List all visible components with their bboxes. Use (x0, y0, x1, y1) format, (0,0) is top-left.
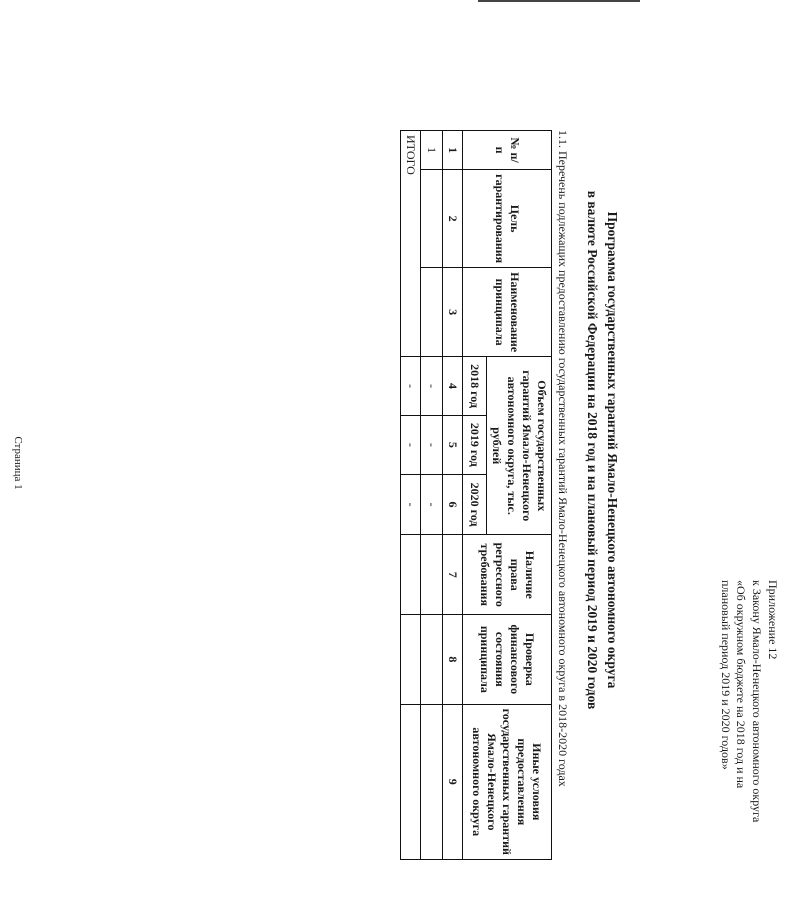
row-regress (421, 535, 443, 615)
document-title (582, 40, 623, 860)
column-number: 5 (443, 415, 463, 474)
column-number: 6 (443, 474, 463, 535)
appendix-line-3: «Об окружном бюджете на 2018 год и на (734, 580, 749, 789)
header-check: Проверка финансового состояния принципала (463, 615, 552, 704)
total-check (401, 615, 421, 704)
row-num: 1 (421, 131, 443, 170)
top-rule (478, 0, 640, 2)
total-2020: - (401, 474, 421, 535)
total-row (401, 131, 421, 860)
total-2018: - (401, 357, 421, 416)
page-label: Страница 1 (12, 436, 24, 490)
column-number: 7 (443, 535, 463, 615)
row-goal (421, 170, 443, 268)
title-line-1: Программа государственных гарантий Ямало-Ненецкого автономного округа (605, 211, 620, 689)
total-other (401, 704, 421, 859)
total-regress (401, 535, 421, 615)
row-principal (421, 268, 443, 357)
column-numbers-row (443, 131, 463, 860)
column-number: 4 (443, 357, 463, 416)
header-2018: 2018 год (463, 357, 487, 416)
header-2019: 2019 год (463, 415, 487, 474)
header-volume: Объем государственных гарантий Ямало-Ненецкого автономного округа, тыс. рублей (487, 357, 552, 535)
row-2019: - (421, 415, 443, 474)
header-principal: Наименование принципала (463, 268, 552, 357)
title-line-2: в валюте Российской Федерации на 2018 год и на плановый период 2019 и 2020 годов (584, 190, 600, 710)
header-regress: Наличие права регрессного требования (463, 535, 552, 615)
appendix-line-4: плановый период 2019 и 2020 годов» (718, 580, 733, 770)
column-number: 9 (443, 704, 463, 859)
column-number: 2 (443, 170, 463, 268)
table-row (421, 131, 443, 860)
section-subtitle: 1.1. Перечень подлежащих предоставлению государственных гарантий Ямало-Ненецкого автономного округа в 2018-2020 годах (556, 130, 570, 787)
row-check (421, 615, 443, 704)
header-goal: Цель гарантирования (463, 170, 552, 268)
header-2020: 2020 год (463, 474, 487, 535)
row-2018: - (421, 357, 443, 416)
appendix-line-1: Приложение 12 (766, 580, 780, 660)
row-2020: - (421, 474, 443, 535)
header-other: Иные условия предоставления государственных гарантий Ямало-Ненецкого автономного округа (463, 704, 552, 859)
header-num: № п/п (463, 131, 552, 170)
row-other (421, 704, 443, 859)
total-2019: - (401, 415, 421, 474)
total-label: ИТОГО (401, 131, 421, 357)
appendix-block (717, 580, 780, 860)
column-number: 3 (443, 268, 463, 357)
appendix-line-2: к Закону Ямало-Ненецкого автономного округа (750, 580, 765, 823)
guarantees-table (400, 130, 552, 860)
column-number: 8 (443, 615, 463, 704)
document-page (390, 40, 810, 860)
column-number: 1 (443, 131, 463, 170)
